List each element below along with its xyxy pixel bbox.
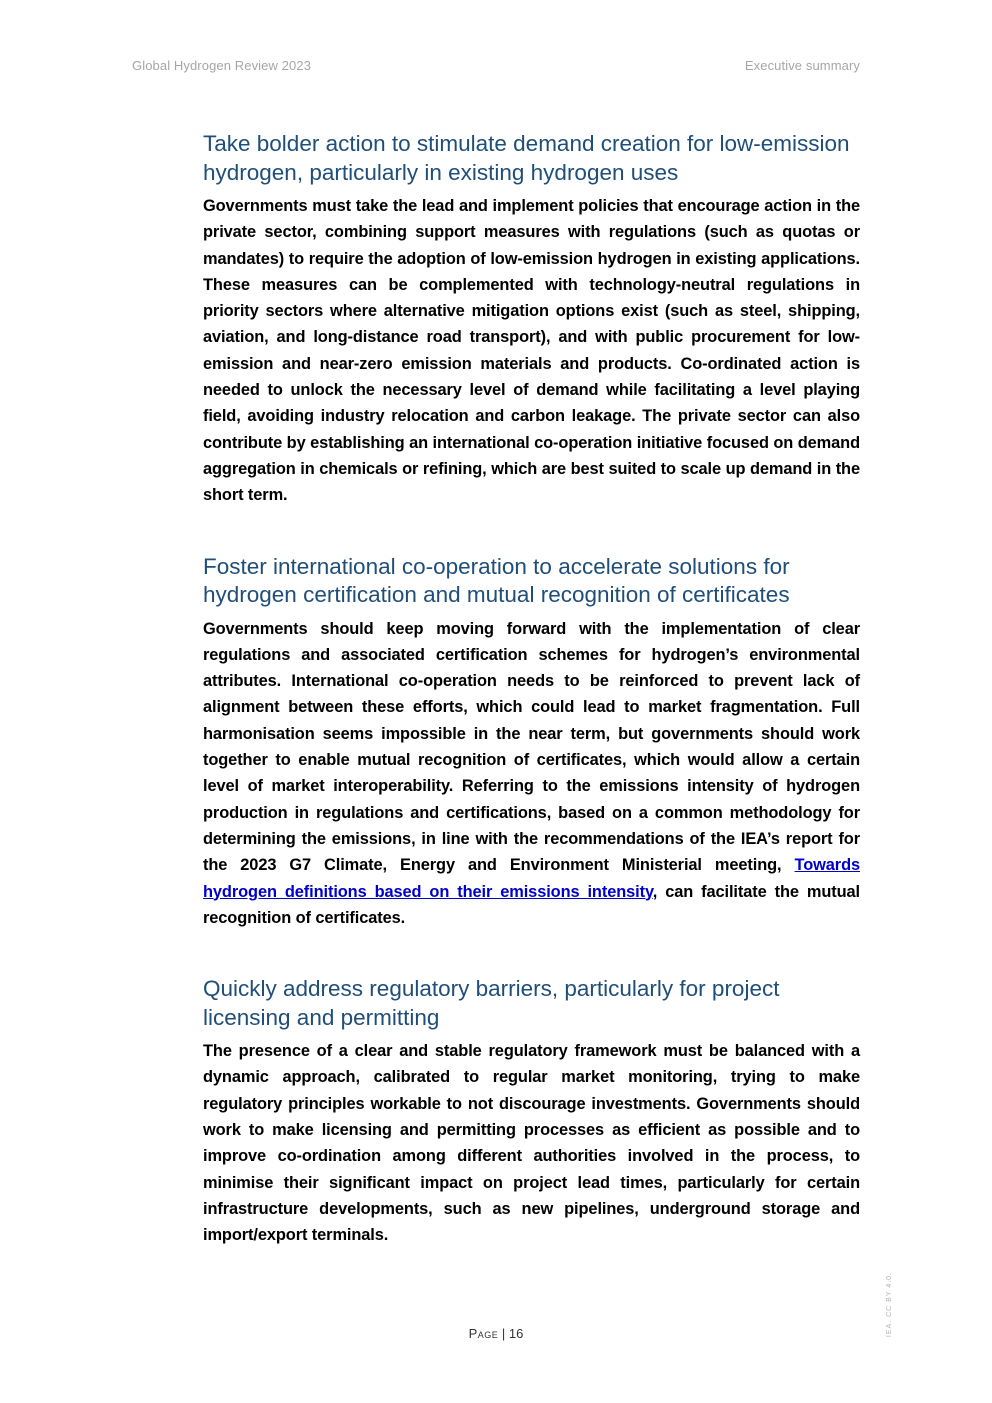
running-header-section: Executive summary [744, 58, 860, 73]
license-note: IEA. CC BY 4.0. [886, 1272, 893, 1338]
section-regulatory-barriers [203, 975, 860, 1248]
report-link[interactable]: Towards hydrogen definitions based on their emissions intensity [203, 856, 860, 901]
running-header-title: Global Hydrogen Review 2023 [132, 58, 312, 73]
page-footer [0, 1326, 992, 1341]
section-certification [203, 553, 860, 932]
section-heading: Foster international co-operation to accelerate solutions for hydrogen certification and mutual recognition of certificates [203, 553, 790, 608]
page-label: Page [468, 1326, 499, 1341]
section-heading: Quickly address regulatory barriers, particularly for project licensing and permitting [203, 976, 780, 1030]
body-text-before-link: Governments should keep moving forward with the implementation of clear regulations and associated certification schemes for hydrogen’s environmental attributes. International co-operation needs to be reinforced to prevent lack of alignment between these efforts, which could lead to market fragmentation. Full harmonisation seems impossible in the near term, but governments should work together to enable mutual recognition of certificates, which would allow a certain level of market interoperability. Referring to the emissions intensity of hydrogen production in regulations and certifications, based on a common methodology for determining the emissions, in line with the recommendations of the IEA’s report for the 2023 G7 Climate, Energy and Environment Ministerial meeting, [203, 619, 860, 875]
main-content [203, 130, 860, 1293]
section-demand-creation [203, 130, 860, 509]
section-body: The presence of a clear and stable regulatory framework must be balanced with a dynamic approach, calibrated to regular market monitoring, trying to make regulatory principles workable to not discourage investments. Governments should work to make licensing and permitting processes as efficient as possible and to improve co-ordination among different authorities involved in the process, to minimise their significant impact on project lead times, particularly for certain infrastructure developments, such as new pipelines, underground storage and import/export terminals. [203, 1042, 860, 1245]
page-separator: | [498, 1326, 509, 1341]
section-body: Governments must take the lead and implement policies that encourage action in the private sector, combining support measures with regulations (such as quotas or mandates) to require the adoption of low-emission hydrogen in existing applications. These measures can be complemented with technology-neutral regulations in priority sectors where alternative mitigation options exist (such as steel, shipping, aviation, and long-distance road transport), and with public procurement for low-emission and near-zero emission materials and products. Co-ordinated action is needed to unlock the necessary level of demand while facilitating a level playing field, avoiding industry relocation and carbon leakage. The private sector can also contribute by establishing an international co-operation initiative focused on demand aggregation in chemicals or refining, which are best suited to scale up demand in the short term. [203, 197, 860, 505]
section-heading: Take bolder action to stimulate demand creation for low-emission hydrogen, particularly in existing hydrogen uses [203, 131, 850, 185]
page-number: 16 [508, 1326, 524, 1341]
section-body [203, 616, 860, 932]
body-text-after-link: , can facilitate the mutual recognition of certificates. [203, 882, 860, 927]
